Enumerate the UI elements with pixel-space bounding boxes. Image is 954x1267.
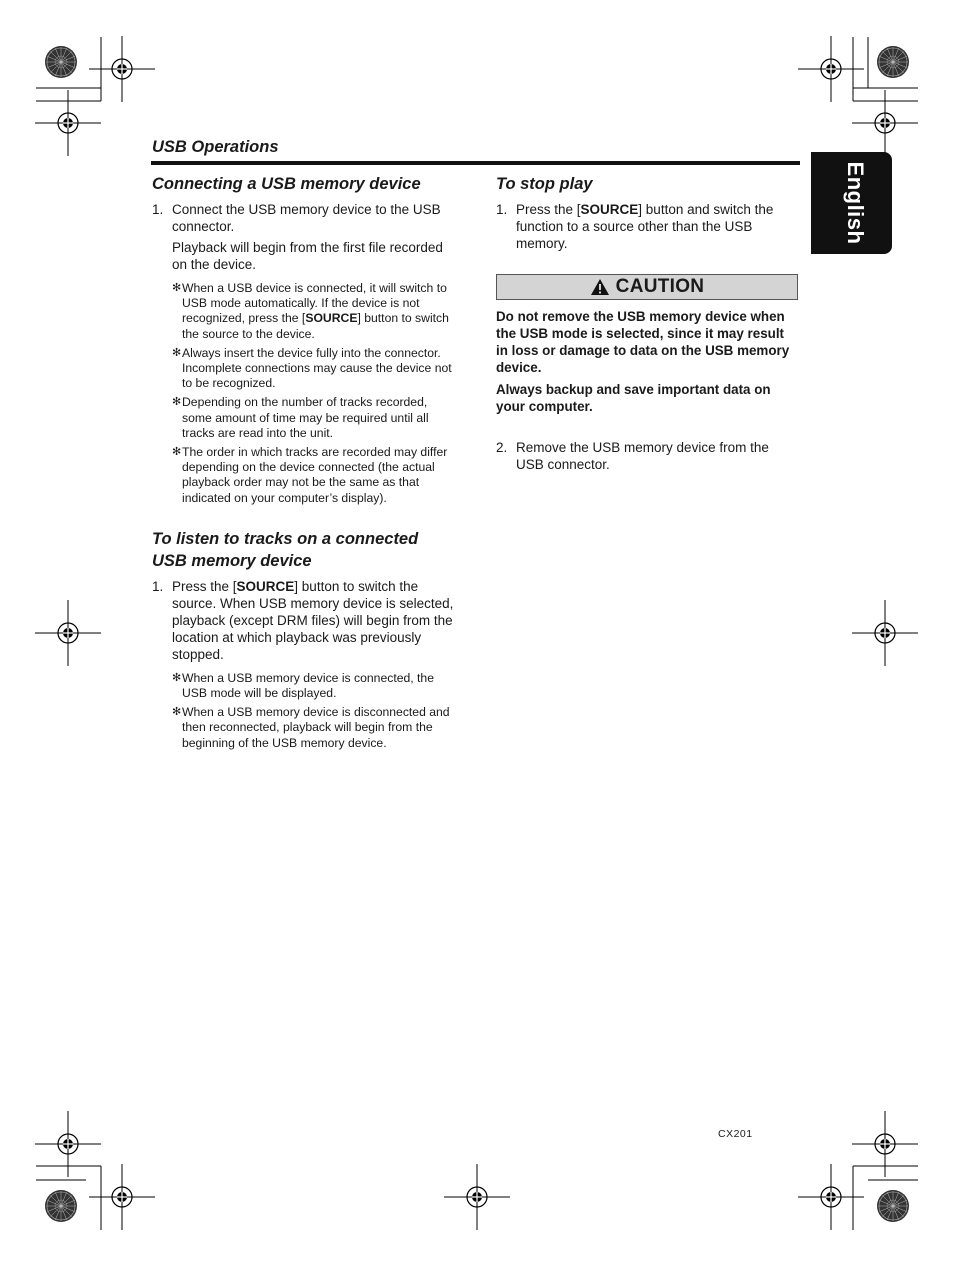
registration-mark-icon	[852, 600, 918, 666]
left-column	[152, 173, 456, 755]
registration-mark-icon	[798, 36, 864, 102]
registration-mark-icon	[89, 36, 155, 102]
listening-notes-list	[152, 671, 456, 751]
star-target-icon	[877, 1190, 909, 1222]
caution-banner	[496, 274, 798, 300]
asterisk-icon: ✻	[172, 396, 182, 409]
list-item: ✻ Always insert the device fully into the connector. Incomplete connections may cause the device not to be recognized.	[172, 345, 452, 391]
list-item: ✻ When a USB memory device is connected, the USB mode will be displayed.	[172, 670, 434, 701]
section-title: USB Operations	[152, 138, 279, 156]
registration-mark-icon	[35, 90, 101, 156]
registration-mark-icon	[35, 1111, 101, 1177]
listening-step-1: 1. Press the [SOURCE] button to switch the source. When USB memory device is selected, playback (except DRM files) will begin from the location at which playback was previously stopped.	[152, 578, 454, 662]
stop-play-section	[496, 173, 798, 473]
asterisk-icon: ✻	[172, 671, 182, 684]
language-tab-label: English	[843, 161, 868, 245]
warning-triangle-icon	[590, 278, 610, 296]
registration-mark-icon	[852, 90, 918, 156]
model-code: CX201	[718, 1128, 753, 1140]
asterisk-icon: ✻	[172, 282, 182, 294]
language-tab	[811, 152, 892, 254]
connecting-section	[152, 173, 456, 506]
caution-text-2: Always backup and save important data on your computer.	[496, 382, 771, 414]
connecting-heading: Connecting a USB memory device	[152, 175, 421, 193]
listening-section	[152, 528, 456, 751]
star-target-icon	[877, 46, 909, 78]
stop-play-heading: To stop play	[496, 175, 593, 193]
stop-play-step-1: 1. Press the [SOURCE] button and switch the function to a source other than the USB memory.	[496, 202, 774, 251]
registration-mark-icon	[89, 1164, 155, 1230]
connecting-notes-list	[152, 281, 456, 506]
list-item: ✻ Depending on the number of tracks recorded, some amount of time may be required until all tracks are read into the unit.	[172, 395, 429, 440]
listening-heading: To listen to tracks on a connected USB memory device	[152, 529, 419, 570]
asterisk-icon: ✻	[172, 446, 182, 459]
list-item: ✻ The order in which tracks are recorded may differ depending on the device connected (the actual playback order may not be the same as that indicated on your computer’s display).	[172, 445, 448, 505]
connecting-step-1: 1. Connect the USB memory device to the USB connector.	[152, 202, 441, 234]
right-column	[496, 173, 798, 477]
asterisk-icon: ✻	[172, 706, 182, 719]
star-target-icon	[45, 46, 77, 78]
caution-text-1: Do not remove the USB memory device when the USB mode is selected, since it may result in loss or damage to data on the USB memory device.	[496, 309, 790, 375]
stop-play-step-2: 2. Remove the USB memory device from the USB connector.	[496, 440, 769, 472]
caution-label: CAUTION	[615, 276, 705, 297]
section-rule	[151, 161, 800, 165]
asterisk-icon: ✻	[172, 346, 182, 359]
registration-mark-icon	[444, 1164, 510, 1230]
registration-mark-icon	[35, 600, 101, 666]
registration-mark-icon	[798, 1164, 864, 1230]
registration-mark-icon	[852, 1111, 918, 1177]
connecting-note: Playback will begin from the first file recorded on the device.	[172, 240, 443, 272]
list-item: ✻ When a USB memory device is disconnected and then reconnected, playback will begin from the beginning of the USB memory device.	[172, 705, 450, 750]
star-target-icon	[45, 1190, 77, 1222]
list-item: ✻ When a USB device is connected, it will switch to USB mode automatically. If the device is not recognized, press the [SOURCE] button to switch the source to the device.	[172, 281, 449, 341]
